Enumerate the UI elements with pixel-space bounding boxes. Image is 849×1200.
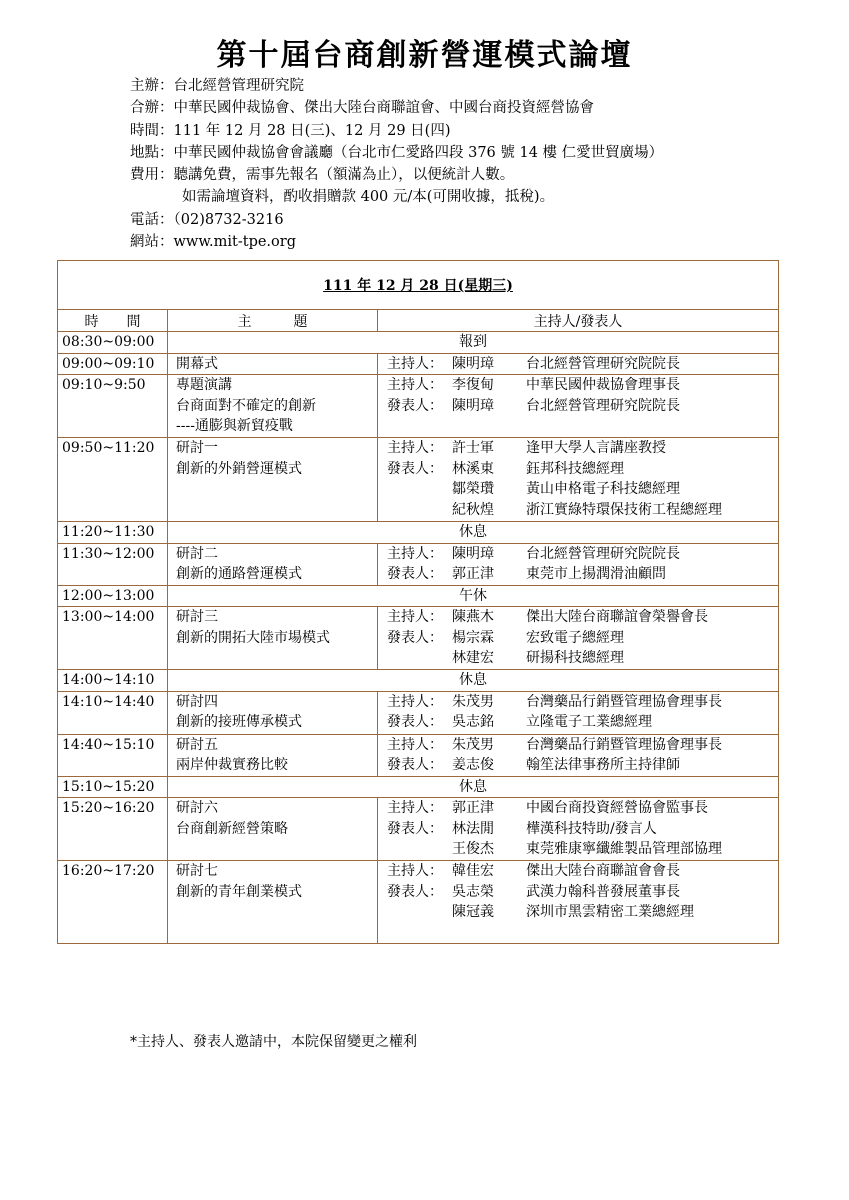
- person-role: 主持人：: [387, 440, 443, 456]
- person-role: 發表人：: [387, 714, 443, 730]
- person-name: 鄒榮瓚: [452, 481, 494, 497]
- person-line: [387, 544, 778, 565]
- person-line: [387, 819, 778, 840]
- table-row: [58, 332, 779, 354]
- time-slot: 15:10~15:20: [62, 778, 155, 795]
- header-topic: 主 題: [168, 310, 378, 332]
- time-slot: 14:00~14:10: [62, 672, 155, 688]
- person-name: 紀秋煌: [452, 501, 494, 518]
- session-people: [378, 734, 779, 776]
- person-line: [387, 500, 778, 521]
- person-affiliation: 宏致電子總經理: [526, 629, 624, 646]
- person-name: 韓佳宏: [452, 863, 494, 879]
- person-name: 李復甸: [452, 377, 494, 393]
- topic-line: 台商創新經營策略: [176, 820, 288, 837]
- time-slot: 09:50~11:20: [62, 440, 155, 456]
- table-row: [58, 585, 779, 607]
- person-affiliation: 台灣藥品行銷暨管理協會理事長: [526, 693, 722, 710]
- website-line[interactable]: 網站：www.mit-tpe.org: [130, 234, 296, 251]
- break-label: 休息: [459, 672, 488, 688]
- fee-note-line: 如需論壇資料，酌收捐贈款 400 元/本(可開收據，抵稅)。: [182, 189, 555, 206]
- person-name: 朱茂男: [452, 736, 494, 753]
- session-topic: [168, 691, 378, 734]
- person-role: 主持人：: [387, 377, 443, 393]
- person-role: 主持人：: [387, 545, 443, 562]
- person-line: [387, 438, 778, 459]
- topic-line: 研討四: [176, 693, 218, 710]
- page-title: 第十屆台商創新營運模式論壇: [216, 38, 633, 73]
- person-affiliation: 台北經營管理研究院院長: [526, 545, 680, 562]
- topic-line: 兩岸仲裁實務比較: [176, 757, 288, 773]
- table-row: [58, 543, 779, 585]
- topic-line: 創新的通路營運模式: [176, 566, 302, 582]
- person-line: [387, 628, 778, 649]
- session-people: [378, 353, 779, 375]
- person-role: 發表人：: [387, 397, 443, 414]
- table-row: [58, 353, 779, 375]
- person-name: 陳燕木: [452, 609, 494, 625]
- topic-line: 台商面對不確定的創新: [176, 397, 316, 414]
- topic-line: 開幕式: [176, 355, 218, 372]
- person-role: 發表人：: [387, 629, 443, 646]
- topic-line: 專題演講: [176, 377, 232, 393]
- person-affiliation: 台灣藥品行銷暨管理協會理事長: [526, 736, 722, 753]
- venue-line: 地點：中華民國仲裁協會會議廳（台北市仁愛路四段 376 號 14 樓 仁愛世貿廣場）: [130, 144, 664, 161]
- person-name: 陳冠義: [452, 904, 494, 920]
- person-affiliation: 中華民國仲裁協會理事長: [526, 377, 680, 393]
- session-people: [378, 438, 779, 522]
- break-label: 報到: [459, 334, 488, 350]
- person-line: [387, 375, 778, 396]
- topic-line: 創新的外銷營運模式: [176, 460, 302, 477]
- topic-line: 研討二: [176, 545, 218, 562]
- time-line: 時間：111 年 12 月 28 日(三)、12 月 29 日(四): [130, 122, 451, 139]
- header-time: 時 間: [58, 310, 168, 332]
- time-slot: 09:00~09:10: [62, 355, 155, 372]
- time-slot: 09:10~9:50: [62, 377, 146, 393]
- person-affiliation: 翰笙法律事務所主持律師: [526, 757, 680, 773]
- person-affiliation: 台北經營管理研究院院長: [526, 355, 680, 372]
- person-line: [387, 564, 778, 585]
- session-people: [378, 375, 779, 438]
- table-row: [58, 798, 779, 861]
- session-topic: [168, 607, 378, 670]
- topic-line: 研討六: [176, 800, 218, 816]
- person-name: 林建宏: [452, 650, 494, 666]
- footer-note: *主持人、發表人邀請中，本院保留變更之權利: [130, 1034, 417, 1050]
- session-topic: [168, 861, 378, 944]
- person-name: 朱茂男: [452, 693, 494, 710]
- time-slot: 11:20~11:30: [62, 524, 155, 540]
- phone-line: 電話：（02)8732-3216: [130, 211, 284, 228]
- session-topic: [168, 375, 378, 438]
- time-slot: 14:10~14:40: [62, 693, 155, 710]
- table-row: [58, 375, 779, 438]
- topic-line: 研討一: [176, 440, 218, 456]
- person-line: [387, 459, 778, 480]
- person-affiliation: 台北經營管理研究院院長: [526, 397, 680, 414]
- schedule-date-cell: [58, 261, 779, 310]
- break-label: 休息: [459, 524, 488, 540]
- time-slot: 15:20~16:20: [62, 800, 155, 816]
- person-line: [387, 396, 778, 417]
- fee-line: 費用：聽講免費，需事先報名（額滿為止），以便統計人數。: [130, 167, 515, 184]
- topic-line: 研討五: [176, 736, 218, 753]
- person-name: 陳明璋: [452, 355, 494, 372]
- person-affiliation: 逢甲大學人言講座教授: [526, 440, 666, 456]
- table-row: [58, 691, 779, 734]
- person-name: 楊宗霖: [452, 629, 494, 646]
- person-affiliation: 東莞雅康寧纖維製品管理部協理: [526, 841, 722, 857]
- session-topic: [168, 798, 378, 861]
- person-line: [387, 798, 778, 819]
- person-affiliation: 鈺邦科技總經理: [526, 460, 624, 477]
- person-name: 郭正津: [452, 566, 494, 582]
- person-role: 主持人：: [387, 800, 443, 816]
- person-affiliation: 東莞市上揚潤滑油顧問: [526, 566, 666, 582]
- session-people: [378, 798, 779, 861]
- person-role: 主持人：: [387, 736, 443, 753]
- person-line: [387, 712, 778, 733]
- schedule-table: [57, 260, 779, 944]
- person-line: [387, 354, 778, 375]
- session-topic: [168, 438, 378, 522]
- person-role: 發表人：: [387, 883, 443, 900]
- topic-line: 創新的青年創業模式: [176, 883, 302, 900]
- table-row: [58, 734, 779, 776]
- person-role: 主持人：: [387, 693, 443, 710]
- table-row: [58, 776, 779, 798]
- person-name: 吳志榮: [452, 883, 494, 900]
- time-slot: 16:20~17:20: [62, 863, 155, 879]
- break-label: 午休: [459, 587, 488, 604]
- person-affiliation: 武漢力翰科普發展董事長: [526, 883, 680, 900]
- person-affiliation: 深圳市黑雲精密工業總經理: [526, 904, 694, 920]
- person-affiliation: 樺漢科技特助/發言人: [526, 820, 657, 837]
- person-line: [387, 735, 778, 756]
- person-name: 林法閒: [452, 820, 494, 837]
- time-slot: 08:30~09:00: [62, 334, 155, 350]
- co-organizer-line: 合辦：中華民國仲裁協會、傑出大陸台商聯誼會、中國台商投資經營協會: [130, 100, 594, 117]
- topic-line: 研討七: [176, 863, 218, 879]
- topic-line: 創新的接班傳承模式: [176, 714, 302, 730]
- person-role: 主持人：: [387, 355, 443, 372]
- person-line: [387, 479, 778, 500]
- event-info: [130, 75, 663, 253]
- person-name: 許士軍: [452, 440, 494, 456]
- table-row: [58, 861, 779, 944]
- session-topic: [168, 543, 378, 585]
- organizer-line: 主辦：台北經營管理研究院: [130, 78, 304, 94]
- person-name: 郭正津: [452, 800, 494, 816]
- session-topic: [168, 734, 378, 776]
- table-row: [58, 522, 779, 544]
- topic-line: 研討三: [176, 609, 218, 625]
- person-line: [387, 839, 778, 860]
- person-line: [387, 882, 778, 903]
- table-row: [58, 670, 779, 692]
- table-row: [58, 438, 779, 522]
- table-row: [58, 607, 779, 670]
- session-people: [378, 691, 779, 734]
- person-name: 吳志銘: [452, 714, 494, 730]
- header-people: 主持人/發表人: [378, 310, 779, 332]
- person-name: 王俊杰: [452, 841, 494, 857]
- time-slot: 14:40~15:10: [62, 736, 155, 753]
- person-role: 主持人：: [387, 863, 443, 879]
- person-line: [387, 902, 778, 923]
- person-line: [387, 755, 778, 776]
- person-affiliation: 傑出大陸台商聯誼會榮譽會長: [526, 609, 708, 625]
- person-line: [387, 648, 778, 669]
- schedule-date: 111 年 12 月 28 日(星期三): [323, 278, 513, 294]
- person-role: 主持人：: [387, 609, 443, 625]
- person-role: 發表人：: [387, 460, 443, 477]
- session-people: [378, 861, 779, 944]
- session-people: [378, 543, 779, 585]
- person-affiliation: 中國台商投資經營協會監事長: [526, 800, 708, 816]
- person-affiliation: 立隆電子工業總經理: [526, 714, 652, 730]
- person-line: [387, 607, 778, 628]
- person-name: 陳明璋: [452, 397, 494, 414]
- person-role: 發表人：: [387, 820, 443, 837]
- session-people: [378, 607, 779, 670]
- person-affiliation: 黃山申格電子科技總經理: [526, 481, 680, 497]
- person-role: 發表人：: [387, 757, 443, 773]
- time-slot: 12:00~13:00: [62, 587, 155, 604]
- person-name: 姜志俊: [452, 757, 494, 773]
- person-name: 林溪東: [452, 460, 494, 477]
- person-role: 發表人：: [387, 566, 443, 582]
- time-slot: 11:30~12:00: [62, 545, 155, 562]
- person-line: [387, 861, 778, 882]
- table-header-row: [58, 310, 779, 332]
- person-affiliation: 浙江實綠特環保技術工程總經理: [526, 501, 722, 518]
- person-affiliation: 研揚科技總經理: [526, 650, 624, 666]
- topic-line: ----通膨與新貿疫戰: [176, 418, 293, 434]
- person-name: 陳明璋: [452, 545, 494, 562]
- person-line: [387, 692, 778, 713]
- session-topic: [168, 353, 378, 375]
- break-label: 休息: [459, 778, 488, 795]
- person-affiliation: 傑出大陸台商聯誼會會長: [526, 863, 680, 879]
- time-slot: 13:00~14:00: [62, 609, 155, 625]
- topic-line: 創新的開拓大陸市場模式: [176, 629, 330, 646]
